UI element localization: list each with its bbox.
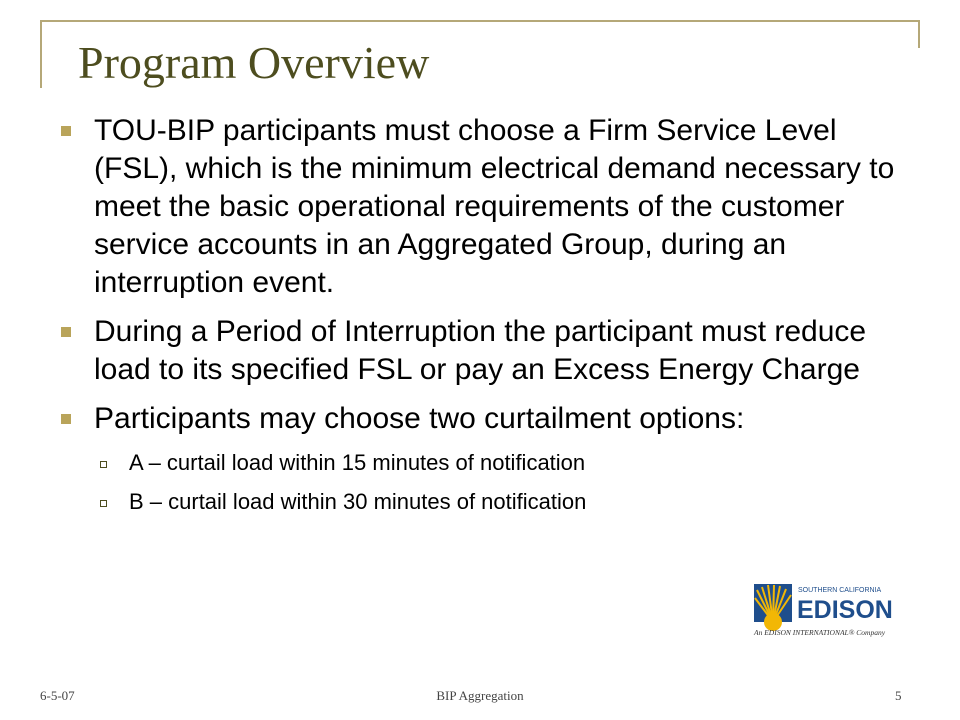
sub-bullet-text: A – curtail load within 15 minutes of notification <box>129 450 586 475</box>
bullet-list <box>60 112 920 527</box>
square-bullet-icon <box>61 126 71 136</box>
logo-top-text: SOUTHERN CALIFORNIA <box>798 587 882 594</box>
bullet-text: Participants may choose two curtailment options: <box>94 402 745 435</box>
frame-left-line <box>40 20 42 88</box>
slide-title: Program Overview <box>78 37 430 88</box>
hollow-square-bullet-icon <box>100 461 107 468</box>
edison-logo <box>752 582 922 640</box>
sub-bullet-item <box>60 488 920 516</box>
bullet-text: TOU-BIP participants must choose a Firm Service Level (FSL), which is the minimum electrical demand necessary to meet the basic operational requirements of the customer service accounts in an Aggregated Group, during an interruption event. <box>94 114 895 299</box>
sub-bullet-item <box>60 449 920 477</box>
bullet-text: During a Period of Interruption the participant must reduce load to its specified FSL or pay an Excess Energy Charge <box>94 315 867 386</box>
footer-page-number: 5 <box>895 688 902 703</box>
hollow-square-bullet-icon <box>100 500 107 507</box>
logo-name: EDISON <box>797 596 893 624</box>
bullet-item <box>60 313 920 389</box>
square-bullet-icon <box>61 414 71 424</box>
frame-top-line <box>40 20 920 22</box>
bullet-item <box>60 400 920 438</box>
footer-date: 6-5-07 <box>40 688 75 703</box>
square-bullet-icon <box>61 327 71 337</box>
bullet-item <box>60 112 920 302</box>
frame-right-line <box>918 20 920 48</box>
footer-title: BIP Aggregation <box>436 688 524 703</box>
logo-tagline: An EDISON INTERNATIONAL® Company <box>754 628 886 637</box>
sub-bullet-text: B – curtail load within 30 minutes of notification <box>129 489 587 514</box>
